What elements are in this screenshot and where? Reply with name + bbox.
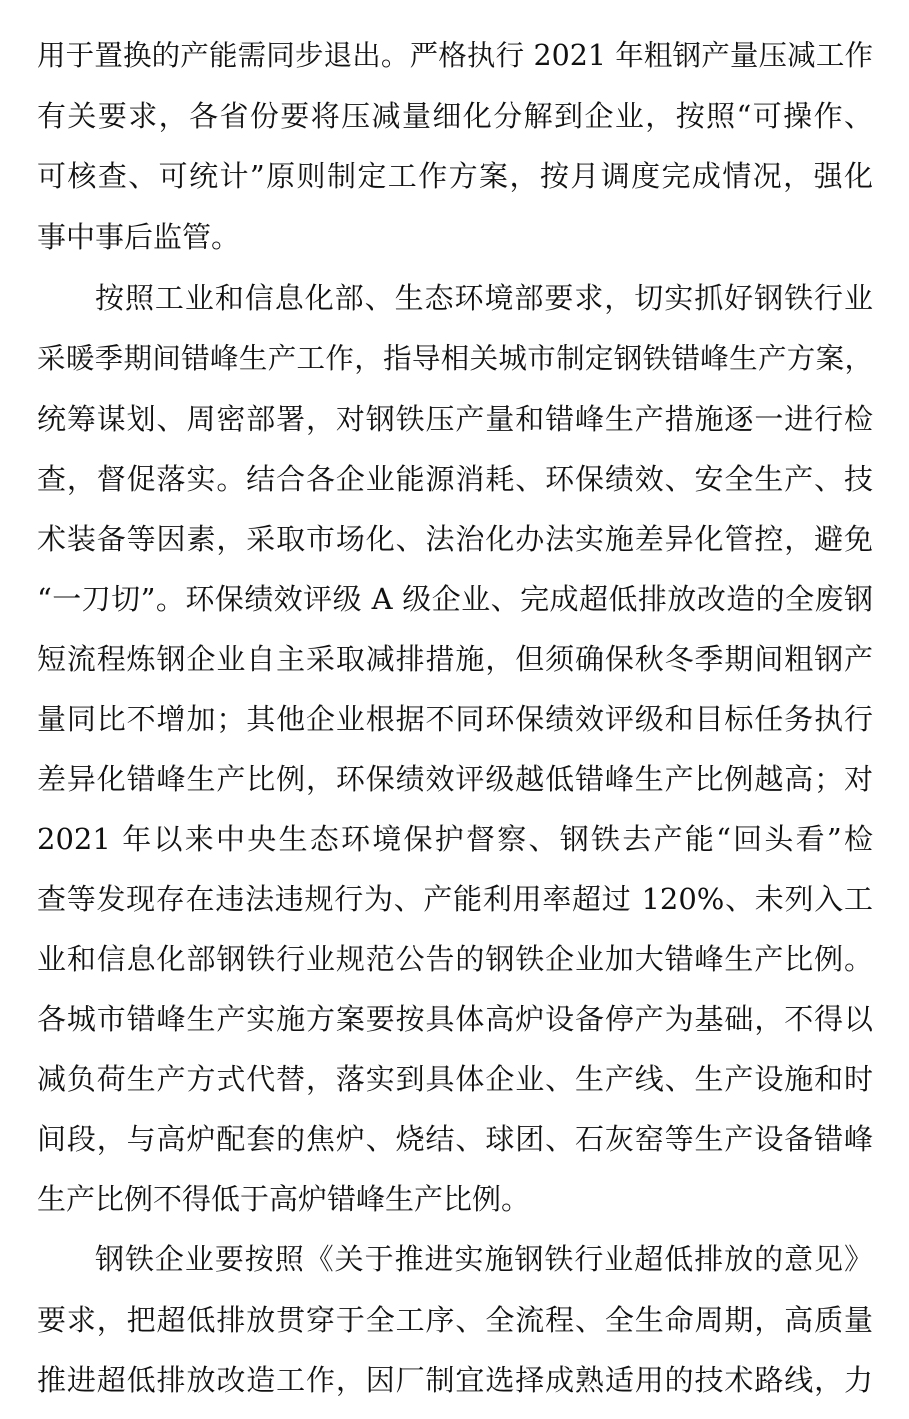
text-line: 各城市错峰生产实施方案要按具体高炉设备停产为基础，不得以 [37,1002,873,1036]
text-line: “一刀切”。环保绩效评级 A 级企业、完成超低排放改造的全废钢 [37,582,873,616]
text-line: 业和信息化部钢铁行业规范公告的钢铁企业加大错峰生产比例。 [37,942,873,976]
text-line: 推进超低排放改造工作，因厂制宜选择成熟适用的技术路线，力 [37,1363,873,1397]
text-line: 查等发现存在违法违规行为、产能利用率超过 120%、未列入工 [37,882,873,916]
paragraph-first-line: 按照工业和信息化部、生态环境部要求，切实抓好钢铁行业 [95,281,873,315]
text-line: 用于置换的产能需同步退出。严格执行 2021 年粗钢产量压减工作 [37,39,873,72]
text-line: 术装备等因素，采取市场化、法治化办法实施差异化管控，避免 [37,522,873,556]
text-line: 量同比不增加；其他企业根据不同环保绩效评级和目标任务执行 [37,702,873,736]
text-line: 采暖季期间错峰生产工作，指导相关城市制定钢铁错峰生产方案， [37,342,873,375]
text-line: 间段，与高炉配套的焦炉、烧结、球团、石灰窑等生产设备错峰 [37,1122,873,1156]
text-line: 统筹谋划、周密部署，对钢铁压产量和错峰生产措施逐一进行检 [37,402,873,436]
text-line: 查，督促落实。结合各企业能源消耗、环保绩效、安全生产、技 [37,462,873,496]
text-line: 减负荷生产方式代替，落实到具体企业、生产线、生产设施和时 [37,1062,873,1096]
text-line: 要求，把超低排放贯穿于全工序、全流程、全生命周期，高质量 [37,1303,873,1337]
text-line: 有关要求，各省份要将压减量细化分解到企业，按照“可操作、 [37,99,873,133]
text-line: 事中事后监管。 [37,220,241,254]
text-line: 短流程炼钢企业自主采取减排措施，但须确保秋冬季期间粗钢产 [37,642,873,676]
text-line: 生产比例不得低于高炉错峰生产比例。 [37,1182,531,1216]
paragraph-first-line: 钢铁企业要按照《关于推进实施钢铁行业超低排放的意见》 [95,1242,873,1276]
text-line: 2021 年以来中央生态环境保护督察、钢铁去产能“回头看”检 [37,822,873,856]
text-line: 可核查、可统计”原则制定工作方案，按月调度完成情况，强化 [37,159,873,193]
text-line: 差异化错峰生产比例，环保绩效评级越低错峰生产比例越高；对 [37,762,873,796]
